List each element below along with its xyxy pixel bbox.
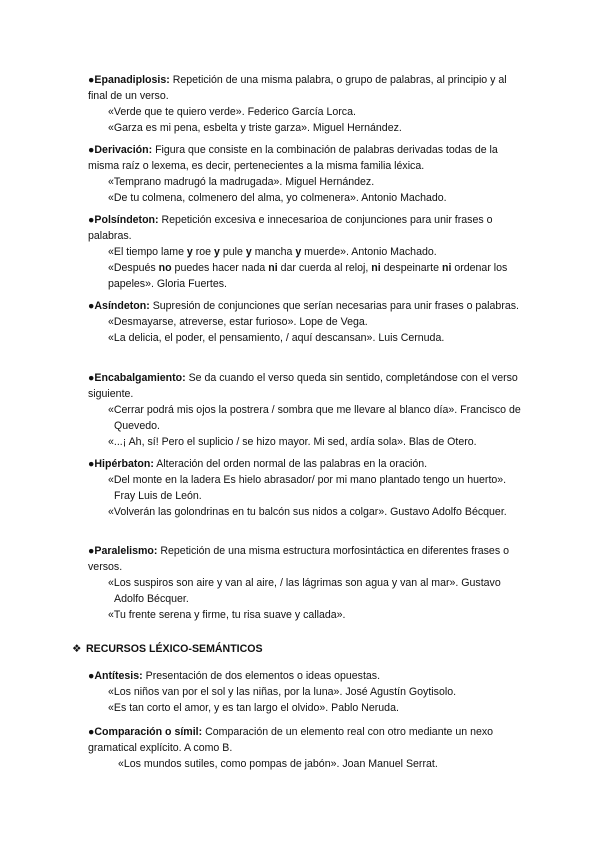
definition: ●Derivación: Figura que consiste en la combinación de palabras derivadas todas de la misma raíz o lexema, es decir, pertenecientes a la misma familia léxica. [88, 144, 498, 172]
entry-antitesis [88, 668, 528, 716]
example: «Tu frente serena y firme, tu risa suave y callada». [108, 609, 346, 621]
example: «Volverán las golondrinas en tu balcón sus nidos a colgar». Gustavo Adolfo Bécquer. [108, 506, 507, 518]
definition: ●Comparación o símil: Comparación de un elemento real con otro mediante un nexo gramatical explícito. A como B. [88, 726, 494, 754]
example: «Los mundos sutiles, como pompas de jabón». Joan Manuel Serrat. [118, 758, 438, 770]
example: «Después no puedes hacer nada ni dar cuerda al reloj, ni despeinarte ni ordenar los papeles». Gloria Fuertes. [108, 262, 508, 290]
definition: ●Asíndeton: Supresión de conjunciones que serían necesarias para unir frases o palabras. [88, 300, 519, 312]
definition: ●Polsíndeton: Repetición excesiva e innecesarioa de conjunciones para unir frases o palabras. [88, 214, 493, 242]
definition-text: Repetición excesiva e innecesarioa de conjunciones para unir frases o palabras. [88, 214, 493, 242]
term: Antítesis [94, 670, 140, 682]
example: «Garza es mi pena, esbelta y triste garza». Miguel Hernández. [108, 122, 402, 134]
definition-text: Alteración del orden normal de las palabras en la oración. [156, 458, 428, 470]
diamond-bullet-icon: ❖ [72, 643, 82, 655]
definition-text: Repetición de una misma estructura morfosintáctica en diferentes frases o versos. [88, 545, 509, 573]
term: Epanadiplosis [94, 74, 167, 86]
example: «Desmayarse, atreverse, estar furioso». Lope de Vega. [108, 316, 368, 328]
definition-text: Se da cuando el verso queda sin sentido, completándose con el verso siguiente. [88, 372, 518, 400]
entry-hiperbaton [88, 456, 528, 520]
example: «Temprano madrugó la madrugada». Miguel Hernández. [108, 176, 375, 188]
entry-paralelismo [88, 543, 528, 623]
term: Derivación [94, 144, 149, 156]
term: Hipérbaton [94, 458, 151, 470]
entry-encabalgamiento [88, 370, 528, 450]
example: «...¡ Ah, sí! Pero el suplicio / se hizo mayor. Mi sed, ardía sola». Blas de Otero. [108, 436, 477, 448]
term: Encabalgamiento [94, 372, 183, 384]
definition-text: Supresión de conjunciones que serían necesarias para unir frases o palabras. [152, 300, 519, 312]
example: «Cerrar podrá mis ojos la postrera / sombra que me llevare al blanco día». Francisco de Quevedo. [108, 404, 521, 432]
entry-asindeton [88, 298, 528, 346]
definition: ●Encabalgamiento: Se da cuando el verso queda sin sentido, completándose con el verso siguiente. [88, 372, 518, 400]
entry-epanadiplosis [88, 72, 528, 136]
example: «Es tan corto el amor, y es tan largo el olvido». Pablo Neruda. [108, 702, 399, 714]
term: Paralelismo [94, 545, 154, 557]
definition: ●Epanadiplosis: Repetición de una misma palabra, o grupo de palabras, al principio y al final de un verso. [88, 74, 507, 102]
entry-derivacion [88, 142, 528, 206]
definition-text: Repetición de una misma palabra, o grupo de palabras, al principio y al final de un verso. [88, 74, 507, 102]
term: Comparación o símil [94, 726, 199, 738]
section-heading [72, 641, 263, 657]
example: «Los niños van por el sol y las niñas, por la luna». José Agustín Goytisolo. [108, 686, 457, 698]
definition: ●Hipérbaton: Alteración del orden normal de las palabras en la oración. [88, 458, 428, 470]
example: «La delicia, el poder, el pensamiento, / aquí descansan». Luis Cernuda. [108, 332, 445, 344]
example: «De tu colmena, colmenero del alma, yo colmenera». Antonio Machado. [108, 192, 447, 204]
definition: ●Antítesis: Presentación de dos elementos o ideas opuestas. [88, 670, 381, 682]
section-title: RECURSOS LÉXICO-SEMÁNTICOS [86, 643, 263, 655]
example: «El tiempo lame y roe y pule y mancha y muerde». Antonio Machado. [108, 246, 437, 258]
definition-text: Comparación de un elemento real con otro mediante un nexo gramatical explícito. A como B. [88, 726, 494, 754]
term: Polsíndeton [94, 214, 156, 226]
entry-polsindeton [88, 212, 528, 292]
example: «Los suspiros son aire y van al aire, / las lágrimas son agua y van al mar». Gustavo Adolfo Bécquer. [108, 577, 501, 605]
definition: ●Paralelismo: Repetición de una misma estructura morfosintáctica en diferentes frases o versos. [88, 545, 509, 573]
entry-comparacion [88, 724, 528, 772]
example: «Del monte en la ladera Es hielo abrasador/ por mi mano plantado tengo un huerto». Fray Luis de León. [108, 474, 507, 502]
definition-text: Figura que consiste en la combinación de palabras derivadas todas de la misma raíz o lexema, es decir, pertenecientes a la misma familia léxica. [88, 144, 498, 172]
term: Asíndeton [94, 300, 147, 312]
example: «Verde que te quiero verde». Federico García Lorca. [108, 106, 356, 118]
definition-text: Presentación de dos elementos o ideas opuestas. [145, 670, 381, 682]
